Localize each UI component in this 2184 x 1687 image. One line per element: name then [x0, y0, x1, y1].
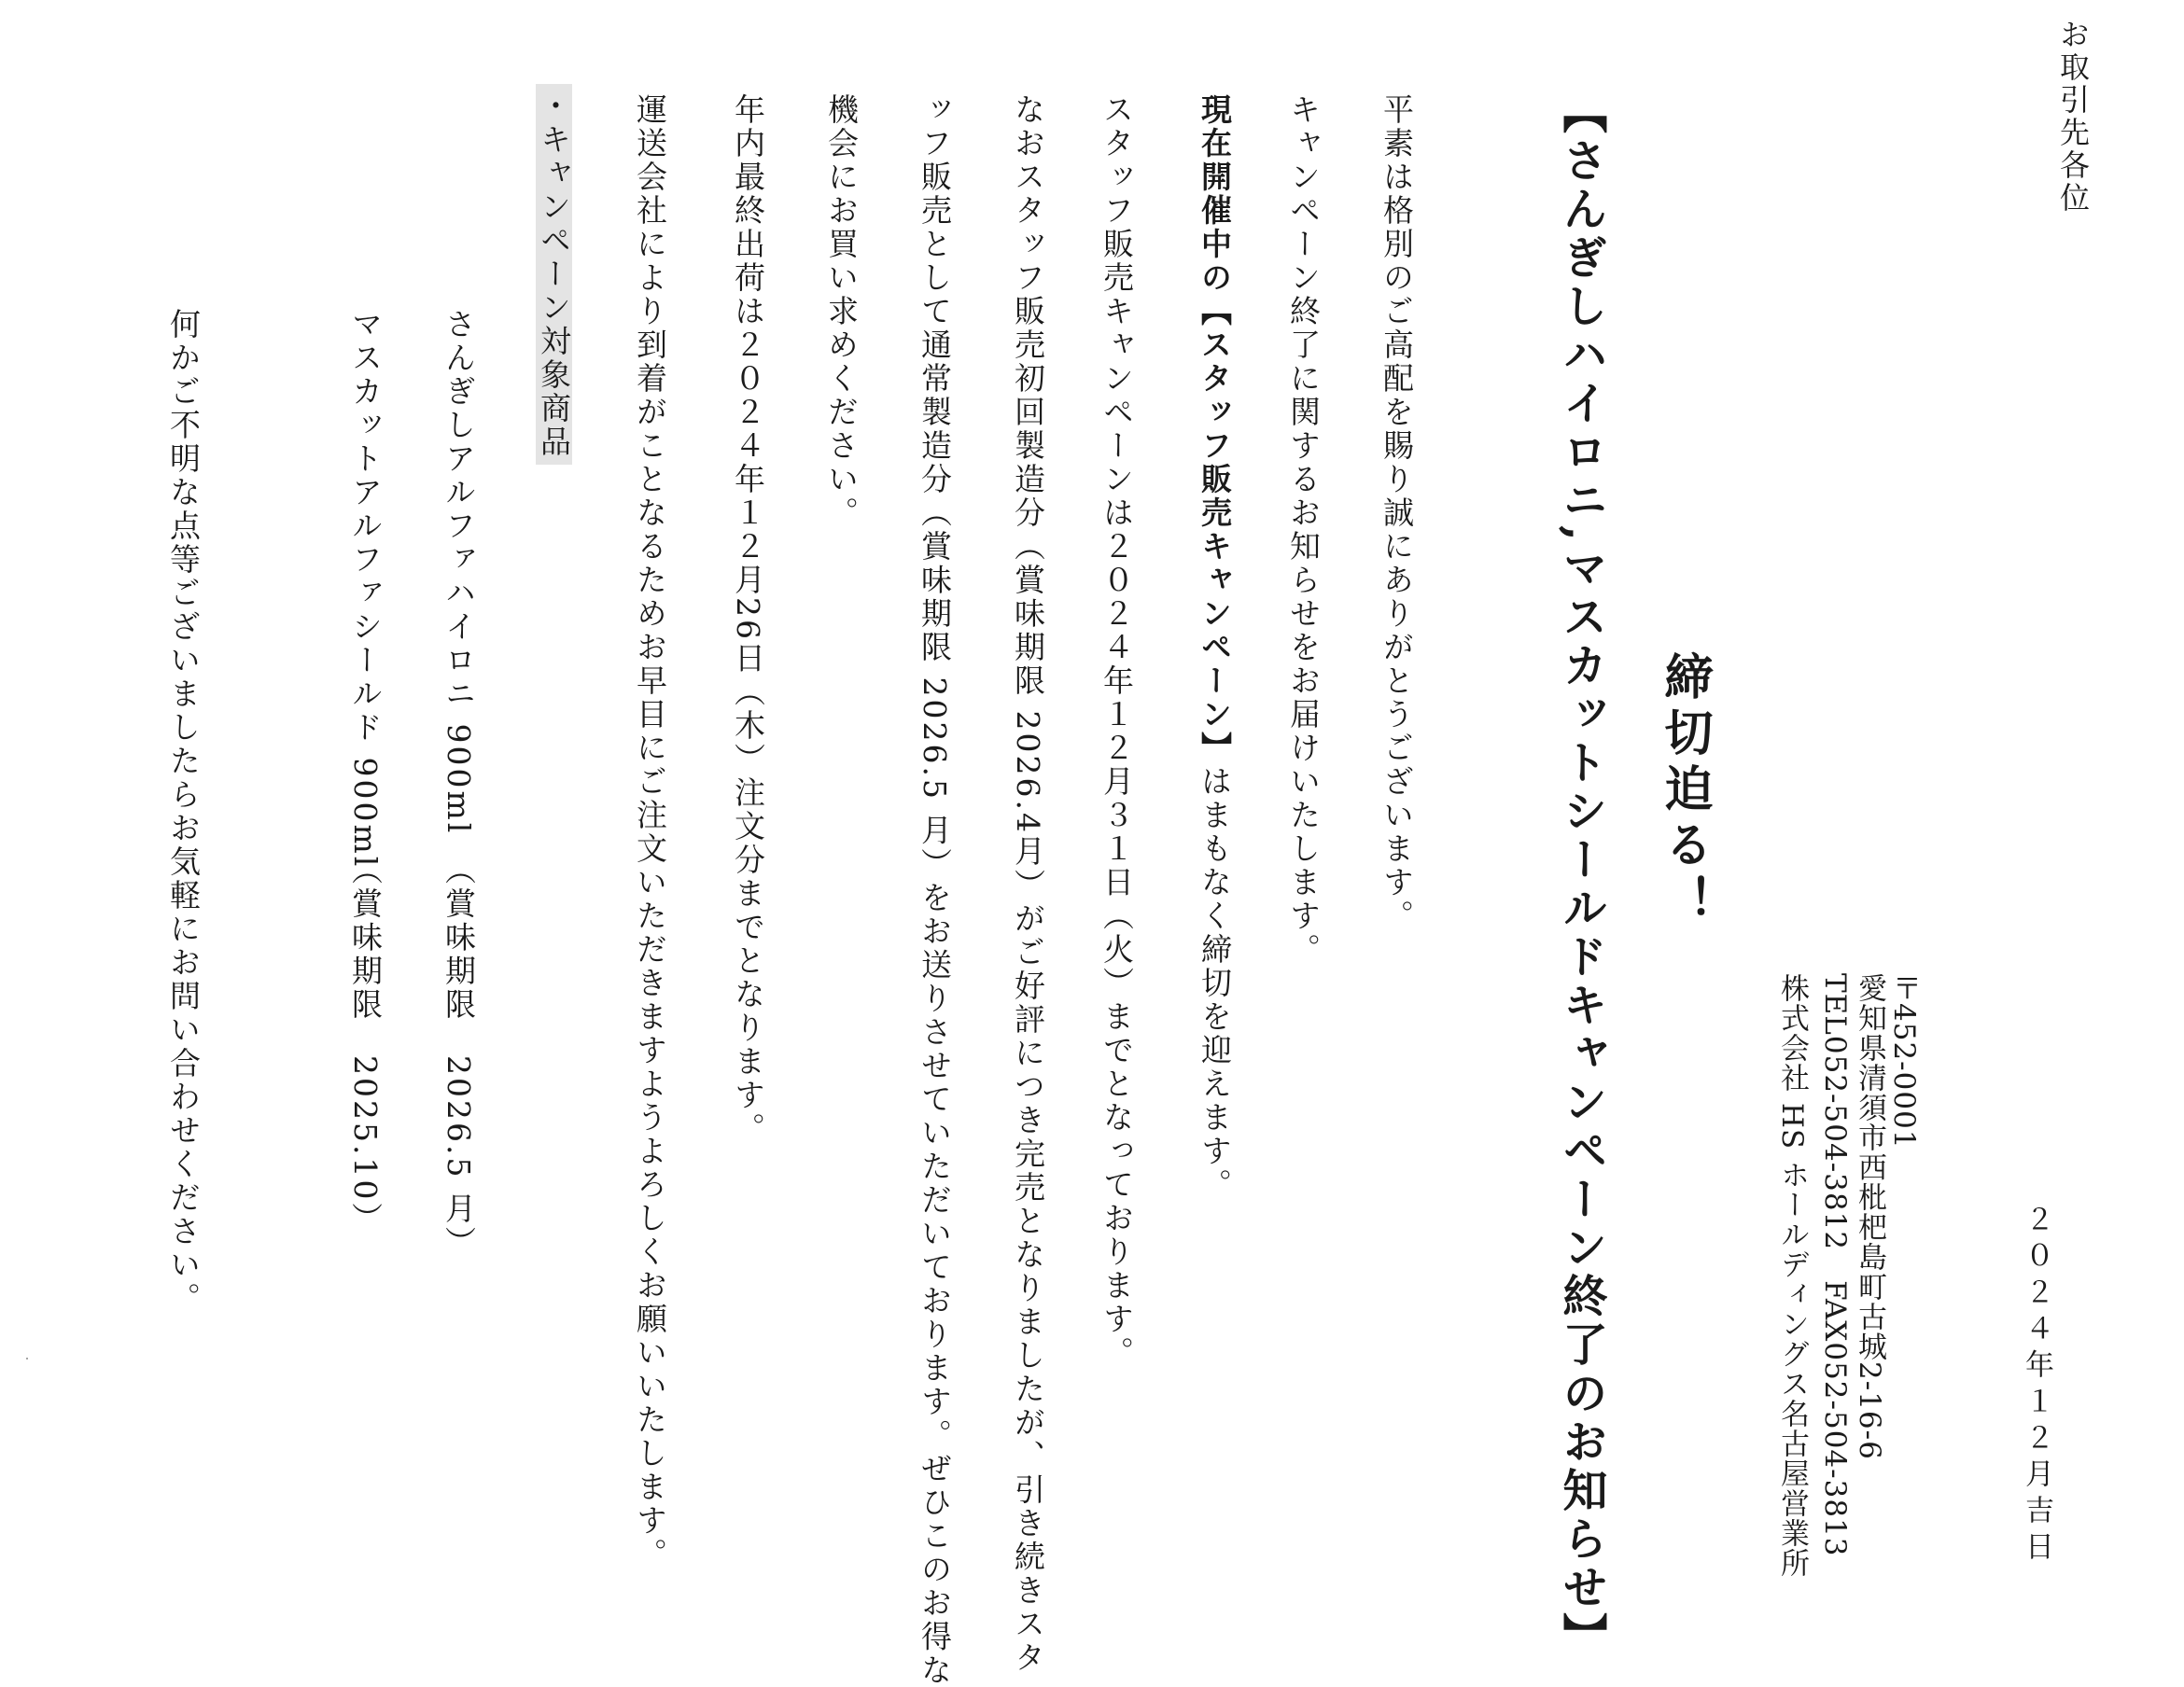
- sold-out-paragraph-line-2: ッフ販売として通常製造分（賞味期限 2026.5 月）をお送りさせていただいております。ぜひこのお得な: [917, 93, 953, 1687]
- sender-company: 株式会社 HS ホールディングス名古屋営業所: [1775, 973, 1809, 1578]
- campaign-name: 【スタッフ販売キャンペーン】: [1197, 295, 1233, 765]
- product-name-2: マスカットアルファシールド 900ml: [347, 308, 384, 870]
- sender-address: 愛知県清須市西枇杷島町古城2-16-6: [1853, 973, 1886, 1460]
- deadline-heading: 締切迫る！: [1656, 651, 1713, 931]
- order-early-paragraph: 運送会社により到着がことなるためお早目にご注文いただきますようよろしくお願いいたします。: [632, 93, 668, 1571]
- sender-tel-fax: TEL052-504-3812 FAX052-504-3813: [1818, 973, 1852, 1557]
- product-name-1: さんぎしアルファハイロニ 900ml: [441, 308, 477, 836]
- products-heading: ・キャンペーン対象商品: [536, 84, 572, 465]
- product-best-before-1: （賞味期限 2026.5 月）: [441, 854, 477, 1260]
- product-best-before-2: （賞味期限 2025.10）: [347, 854, 384, 1236]
- campaign-deadline-text: はまもなく締切を迎えます。: [1197, 765, 1233, 1202]
- greeting-paragraph: 平素は格別のご高配を賜り誠にありがとうございます。: [1379, 93, 1415, 933]
- document-title: 【さんぎしハイロニ,マスカットシールドキャンペーン終了のお知らせ】: [1555, 89, 1607, 1661]
- sender-postal-code: 〒452-0001: [1887, 973, 1921, 1150]
- final-shipment-paragraph: 年内最終出荷は２０２４年１２月26日（木）注文分までとなります。: [730, 93, 766, 1146]
- notice-paragraph: キャンペーン終了に関するお知らせをお届けいたします。: [1285, 93, 1322, 967]
- scan-speck: [26, 1358, 28, 1359]
- issue-date: ２０２４年１２月吉日: [2020, 1204, 2053, 1568]
- campaign-end-date-paragraph: スタッフ販売キャンペーンは２０２４年１２月３１日（火）までとなっております。: [1099, 93, 1135, 1370]
- sold-out-paragraph-line-3: 機会にお買い求めください。: [823, 93, 860, 530]
- campaign-deadline-paragraph: [1197, 93, 1233, 1202]
- closing-paragraph: 何かご不明な点等ございましたらお気軽にお問い合わせください。: [165, 308, 202, 1316]
- sold-out-paragraph-line-1: なおスタッフ販売初回製造分（賞味期限 2026.4月）がご好評につき完売となりましたが、引き続きスタ: [1010, 93, 1046, 1675]
- recipient: お取引先各位: [2055, 19, 2091, 215]
- campaign-intro-text: 現在開催中の: [1197, 93, 1233, 295]
